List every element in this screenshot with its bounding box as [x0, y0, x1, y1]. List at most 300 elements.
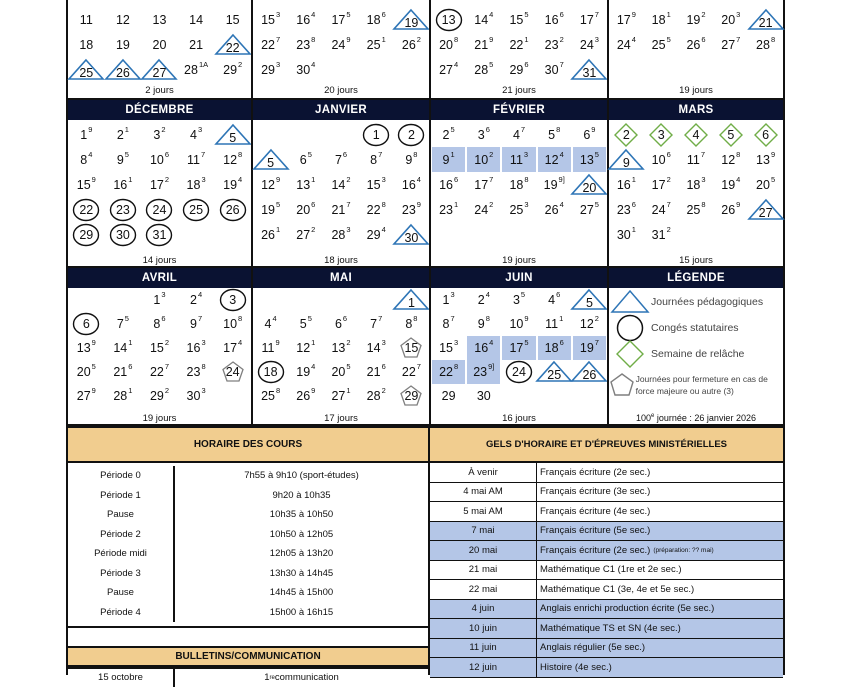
day-cell [538, 360, 571, 384]
exam-label: Mathématique TS et SN (4e sec.) [540, 622, 681, 634]
month-header: JANVIER [253, 100, 429, 120]
day-number: 3 [229, 293, 237, 307]
day-cell [360, 384, 393, 408]
day-number: $16^1$ [113, 174, 133, 193]
month-header: MARS [609, 100, 783, 120]
day-cell [254, 32, 287, 57]
day-number: $25^8$ [261, 386, 281, 404]
exam-row [430, 639, 783, 659]
day-cell [215, 122, 250, 147]
day-cell [467, 122, 500, 147]
empty-day [395, 57, 428, 82]
day-number: $11^9$ [261, 338, 280, 356]
exams-title: GELS D'HORAIRE ET D'ÉPREUVES MINISTÉRIELLES [430, 428, 783, 463]
cycle-day: 6 [164, 149, 170, 159]
day-number: 29 [441, 389, 456, 403]
cycle-day: 2 [666, 174, 671, 184]
schedule-row [68, 544, 428, 564]
day-cell [680, 122, 713, 147]
day-number: 13 [152, 12, 167, 27]
cycle-day: 9 [91, 338, 96, 348]
day-number: $9^1$ [442, 149, 455, 168]
cycle-day: 1 [275, 224, 281, 234]
exam-rows [430, 463, 783, 678]
day-number: 27 [758, 205, 773, 220]
day-cell [289, 172, 322, 197]
day-cell [573, 336, 606, 360]
day-number: 6 [82, 317, 90, 331]
day-number: 1 [407, 296, 415, 310]
cycle-day: 7 [197, 314, 203, 324]
empty-day [360, 57, 393, 82]
day-number: $23^{9]}$ [473, 362, 495, 380]
cycle-day: 6 [161, 314, 166, 324]
bulletin-date: 15 octobre [68, 669, 175, 687]
week-row [253, 222, 429, 247]
school-days-count: 16 jours [502, 413, 536, 424]
day-number: $1^3$ [153, 290, 166, 308]
day-cell [360, 7, 393, 32]
day-number: $16^6$ [544, 9, 564, 28]
period-time: 9h20 à 10h35 [272, 489, 331, 501]
day-number: $10^6$ [149, 149, 170, 168]
day-number: $21^9$ [474, 34, 494, 53]
day-cell [502, 122, 535, 147]
day-number: $15^9$ [76, 174, 96, 193]
day-cell [432, 32, 465, 57]
cycle-day: 8 [453, 362, 459, 372]
day-number: $22^7$ [149, 362, 170, 380]
day-cell [179, 360, 214, 384]
day-number: $11^7$ [686, 149, 706, 168]
triangle-icon [611, 290, 649, 314]
week-row [68, 222, 251, 247]
calendar-row-top [66, 0, 785, 100]
day-cell [254, 197, 287, 222]
exam-row [430, 658, 783, 678]
day-cell [680, 7, 713, 32]
day-number: $28^5$ [474, 59, 494, 78]
weeks [68, 0, 251, 82]
day-number: $3^2$ [153, 124, 166, 143]
day-number: 21 [758, 15, 773, 30]
day-cell [324, 336, 357, 360]
day-number: $5^8$ [548, 124, 561, 143]
day-number: $4^6$ [548, 290, 561, 308]
cycle-day: 3 [594, 34, 599, 44]
day-number: 5 [727, 127, 735, 142]
day-number: $17^7$ [579, 9, 599, 28]
calendar-row-bottom [66, 268, 785, 426]
week-row [253, 288, 429, 312]
day-number: $22^7$ [261, 34, 281, 53]
day-cell [69, 172, 104, 197]
cycle-day: 4 [311, 9, 316, 19]
school-days-count: 19 jours [502, 255, 536, 266]
day-number: $2^4$ [190, 290, 203, 308]
cycle-day: 9 [91, 386, 96, 396]
cycle-day: 3 [450, 290, 455, 300]
day-cell [106, 336, 141, 360]
week-row [68, 7, 251, 32]
empty-day [254, 288, 287, 312]
day-cell [714, 197, 747, 222]
day-cell [395, 288, 428, 312]
day-cell [142, 312, 177, 336]
day-number: $29^6$ [509, 59, 529, 78]
day-cell [467, 288, 500, 312]
cycle-day: 6 [128, 362, 133, 372]
exam-label: Mathématique C1 (3e, 4e et 5e sec.) [540, 583, 695, 595]
day-number: $30^3$ [186, 386, 206, 404]
day-number: $15^3$ [439, 338, 459, 356]
week-row [253, 57, 429, 82]
day-cell [324, 312, 357, 336]
exam-date: 4 juin [430, 600, 537, 619]
cycle-day: 2 [161, 124, 166, 134]
cycle-day: 1 [631, 224, 636, 234]
period-name: Pause [68, 583, 175, 603]
day-number: 18 [263, 365, 278, 379]
week-row [68, 122, 251, 147]
day-number: $15^5$ [509, 9, 529, 28]
empty-day [179, 222, 214, 247]
day-cell [538, 7, 571, 32]
period-name: Période 3 [68, 564, 175, 584]
school-days-count: 15 jours [679, 255, 713, 266]
cycle-day: 3 [275, 9, 281, 19]
day-number: 18 [79, 37, 94, 52]
school-days-count: 19 jours [679, 85, 713, 96]
day-number: $4^3$ [190, 124, 203, 143]
calendar-row-middle [66, 100, 785, 268]
week-row [431, 384, 607, 408]
day-number: $30^1$ [616, 224, 636, 243]
day-number: $29^4$ [366, 224, 386, 243]
cycle-day: 1 [311, 174, 316, 184]
day-number: 15 [225, 12, 240, 27]
cycle-day: 7 [736, 34, 741, 44]
day-number: 14 [189, 12, 204, 27]
cycle-day: 3 [275, 59, 281, 69]
day-number: $18^1$ [651, 9, 671, 28]
school-days-count: 17 jours [324, 413, 358, 424]
day-number: $17^2$ [651, 174, 671, 193]
day-cell [538, 288, 571, 312]
day-cell [324, 360, 357, 384]
empty-day [289, 122, 322, 147]
cycle-day: 9 [346, 34, 351, 44]
exam-date: 5 mai AM [430, 502, 537, 521]
day-cell [324, 147, 357, 172]
day-number: 3 [657, 127, 665, 142]
day-number: $29^3$ [261, 59, 281, 78]
day-cell [324, 7, 357, 32]
day-cell [254, 312, 287, 336]
day-cell [645, 32, 678, 57]
day-number: 21 [189, 37, 204, 52]
period-time: 12h05 à 13h20 [269, 548, 334, 560]
cycle-day: 5 [594, 199, 599, 209]
day-cell [360, 172, 393, 197]
cycle-day: 2 [164, 338, 170, 348]
day-cell [360, 32, 393, 57]
day-number: $13^9$ [756, 149, 776, 168]
cycle-day: 4 [559, 149, 564, 159]
month-janvier [251, 100, 429, 268]
day-number: 29 [79, 227, 94, 242]
day-number: $24^7$ [651, 199, 671, 218]
week-row [431, 197, 607, 222]
day-cell [69, 122, 104, 147]
week-row [253, 336, 429, 360]
cycle-day: 5 [594, 149, 599, 159]
week-row [609, 57, 783, 82]
day-cell [573, 360, 606, 384]
day-cell [538, 122, 571, 147]
month-février [429, 100, 607, 268]
day-number: $1^3$ [442, 290, 455, 308]
day-cell [106, 7, 141, 32]
cycle-day: 2 [164, 174, 170, 184]
cycle-day: 3 [736, 9, 741, 19]
cycle-day: 2 [701, 9, 706, 19]
day-number: $25^3$ [509, 199, 529, 218]
day-cell [289, 147, 322, 172]
day-cell [179, 336, 214, 360]
week-row [68, 147, 251, 172]
cycle-day: 6 [381, 362, 386, 372]
cycle-day: 7 [378, 314, 383, 324]
day-number: $27^5$ [579, 199, 599, 218]
legend-label: Semaine de relâche [651, 348, 745, 360]
empty-day [680, 57, 713, 82]
schedule-table [66, 426, 430, 684]
day-number: $28^3$ [331, 224, 351, 243]
day-cell [395, 197, 428, 222]
exam-label: Français écriture (5e sec.) [540, 525, 651, 537]
day-cell [142, 32, 177, 57]
cycle-day: 7 [700, 149, 706, 159]
week-row [253, 7, 429, 32]
day-cell [502, 336, 535, 360]
day-cell [467, 384, 500, 408]
day-cell [467, 57, 500, 82]
day-cell [324, 32, 357, 57]
cycle-day: 1 [128, 174, 133, 184]
day-number: 25 [547, 368, 562, 382]
day-number: 19 [404, 15, 419, 30]
day-cell [106, 312, 141, 336]
week-row [609, 122, 783, 147]
day-number: 30 [476, 389, 491, 403]
empty-day [215, 384, 250, 408]
day-cell [680, 197, 713, 222]
week-row [68, 336, 251, 360]
cycle-day: 4 [416, 174, 421, 184]
day-cell [142, 57, 177, 82]
day-cell [538, 147, 571, 172]
day-cell [432, 312, 465, 336]
exam-label: Anglais régulier (5e sec.) [540, 642, 646, 654]
day-cell [573, 122, 606, 147]
day-cell [215, 147, 250, 172]
day-number: 9 [622, 155, 630, 170]
month-mars [607, 100, 785, 268]
day-number: $20^5$ [331, 362, 351, 380]
day-cell [254, 57, 287, 82]
day-cell [395, 122, 428, 147]
day-cell [106, 122, 141, 147]
day-cell [324, 172, 357, 197]
day-number: $12^8$ [721, 149, 741, 168]
day-number: $26^1$ [261, 224, 281, 243]
day-cell [610, 7, 643, 32]
week-row [253, 197, 429, 222]
cycle-day: 8 [413, 314, 418, 324]
week-row [253, 32, 429, 57]
week-row [431, 288, 607, 312]
week-row [609, 172, 783, 197]
week-row [431, 336, 607, 360]
empty-day [502, 222, 535, 247]
cycle-day: 4 [489, 9, 494, 19]
day-number: $14^3$ [366, 338, 386, 356]
cycle-day: 8 [238, 314, 243, 324]
day-number: $4^4$ [264, 314, 277, 332]
day-number: $9^5$ [116, 149, 129, 168]
day-cell [254, 360, 287, 384]
cycle-day: 8 [485, 314, 490, 324]
day-cell [179, 384, 214, 408]
day-cell [254, 7, 287, 32]
week-row [68, 312, 251, 336]
day-cell [69, 222, 104, 247]
day-number: 24 [512, 365, 526, 379]
day-number: $30^4$ [296, 59, 316, 78]
day-cell [215, 312, 250, 336]
cycle-day: 9 [416, 199, 421, 209]
exam-row [430, 522, 783, 542]
day-number: $15^3$ [261, 9, 281, 28]
month-header: JUIN [431, 268, 607, 288]
day-cell [215, 57, 250, 82]
day-number: $22^7$ [401, 362, 421, 380]
school-calendar-page [66, 0, 785, 684]
empty-day [360, 288, 393, 312]
day-number: $9^7$ [190, 314, 203, 332]
day-number: $16^4$ [474, 338, 494, 356]
week-row [609, 222, 783, 247]
empty-day [467, 222, 500, 247]
day-number: $11^1$ [545, 314, 564, 332]
day-cell [645, 122, 678, 147]
legend-title: LÉGENDE [609, 268, 783, 288]
day-cell [467, 172, 500, 197]
day-number: $2^5$ [442, 124, 455, 143]
day-number: $9^8$ [405, 149, 418, 168]
day-cell [142, 7, 177, 32]
day-number: $12^1$ [296, 338, 316, 356]
cycle-day: 4 [238, 338, 243, 348]
cycle-day: 9] [558, 174, 565, 184]
day-cell [573, 7, 606, 32]
day-cell [432, 384, 465, 408]
exam-row [430, 600, 783, 620]
week-row [68, 57, 251, 82]
day-cell [538, 336, 571, 360]
cycle-day: 3 [381, 174, 386, 184]
cycle-day: 8 [201, 362, 206, 372]
day-cell [573, 57, 606, 82]
day-number: 23 [115, 202, 130, 217]
weeks [68, 288, 251, 408]
day-number: $18^3$ [186, 174, 206, 193]
day-cell [573, 32, 606, 57]
cycle-day: 5 [124, 314, 129, 324]
cycle-day: 9 [91, 174, 96, 184]
bulletins-title: BULLETINS/COMMUNICATION [68, 648, 428, 667]
day-number: 24 [225, 365, 240, 379]
day-number: $8^6$ [153, 314, 166, 332]
week-row [609, 32, 783, 57]
day-cell [142, 172, 177, 197]
month-novembre_partial [66, 0, 251, 100]
day-cell [610, 32, 643, 57]
cycle-day: 3 [201, 338, 206, 348]
day-number: 15 [404, 341, 419, 355]
empty-day [680, 222, 713, 247]
exam-date: 10 juin [430, 619, 537, 638]
day-cell [749, 122, 782, 147]
day-number: $23^9$ [401, 199, 421, 218]
day-cell [142, 384, 177, 408]
cycle-day: 1 [631, 174, 636, 184]
weeks [431, 288, 607, 408]
day-number: $26^9$ [296, 386, 316, 404]
exam-row [430, 541, 783, 561]
legend [607, 268, 785, 426]
day-cell [289, 32, 322, 57]
day-cell [714, 122, 747, 147]
cycle-day: 3 [161, 290, 166, 300]
week-row [68, 32, 251, 57]
day-number: $7^6$ [334, 149, 348, 168]
cycle-day: 8 [311, 34, 316, 44]
day-number: $14^1$ [113, 338, 133, 356]
cycle-day: 6 [381, 9, 386, 19]
day-cell [215, 360, 250, 384]
day-cell [432, 336, 465, 360]
day-number: $21^6$ [366, 362, 386, 380]
week-row [431, 222, 607, 247]
empty-day [573, 384, 606, 408]
day-cell [395, 360, 428, 384]
day-cell [714, 172, 747, 197]
cycle-day: 6 [342, 314, 348, 324]
cycle-day: 9] [488, 362, 495, 372]
day-cell [573, 197, 606, 222]
day-number: 19 [115, 37, 130, 52]
day-number: $8^8$ [405, 314, 418, 332]
empty-day [714, 222, 747, 247]
exam-label: Français écriture (3e sec.) [540, 486, 651, 498]
day-cell [645, 172, 678, 197]
month-juin [429, 268, 607, 426]
week-row [431, 57, 607, 82]
week-row [253, 360, 429, 384]
exam-date: 7 mai [430, 522, 537, 541]
